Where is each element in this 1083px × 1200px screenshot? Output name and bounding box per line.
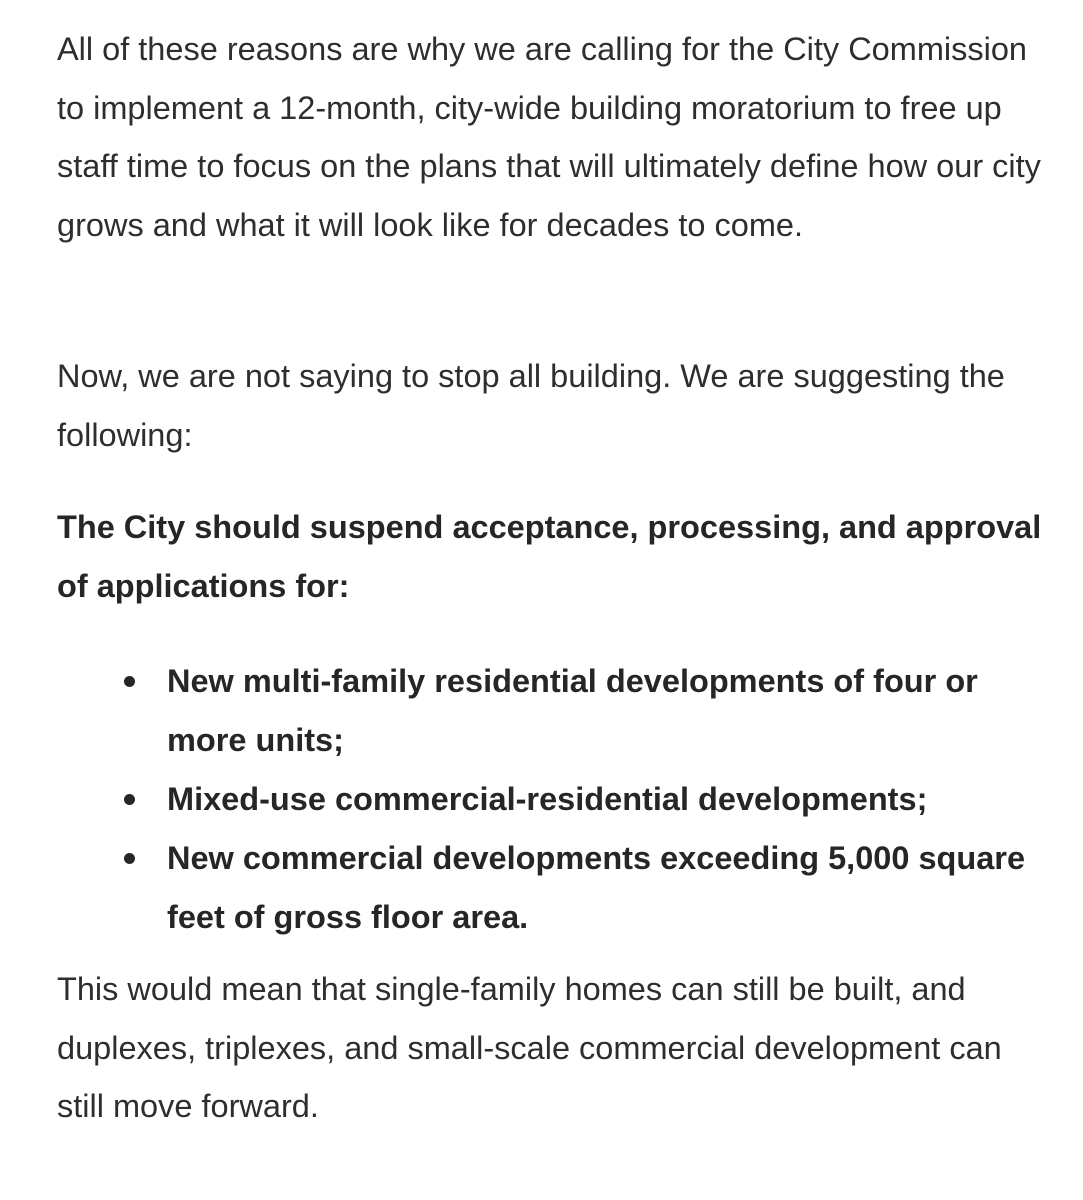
list-item — [0, 770, 1047, 829]
suspend-heading: The City should suspend acceptance, processing, and approval of applications for: — [57, 509, 1042, 604]
suspended-applications-list — [0, 652, 1083, 947]
list-item-text: Mixed-use commercial-residential developments; — [167, 781, 928, 817]
bullet-icon — [124, 794, 135, 805]
paragraph-meaning: This would mean that single-family homes can still be built, and duplexes, triplexes, and small-scale commercial development can still move forward. — [57, 971, 1002, 1124]
bullet-icon — [124, 676, 135, 687]
list-item-text: New multi-family residential developments of four or more units; — [167, 663, 978, 758]
list-item — [0, 829, 1047, 947]
paragraph-reasons: All of these reasons are why we are calling for the City Commission to implement a 12-month, city-wide building moratorium to free up staff time to focus on the plans that will ultimately define how our city grows and what it will look like for decades to come. — [57, 31, 1041, 243]
list-item-text: New commercial developments exceeding 5,000 square feet of gross floor area. — [167, 840, 1026, 935]
list-item — [0, 652, 1047, 770]
paragraph-not-stopping: Now, we are not saying to stop all building. We are suggesting the following: — [57, 358, 1005, 453]
bullet-icon — [124, 853, 135, 864]
